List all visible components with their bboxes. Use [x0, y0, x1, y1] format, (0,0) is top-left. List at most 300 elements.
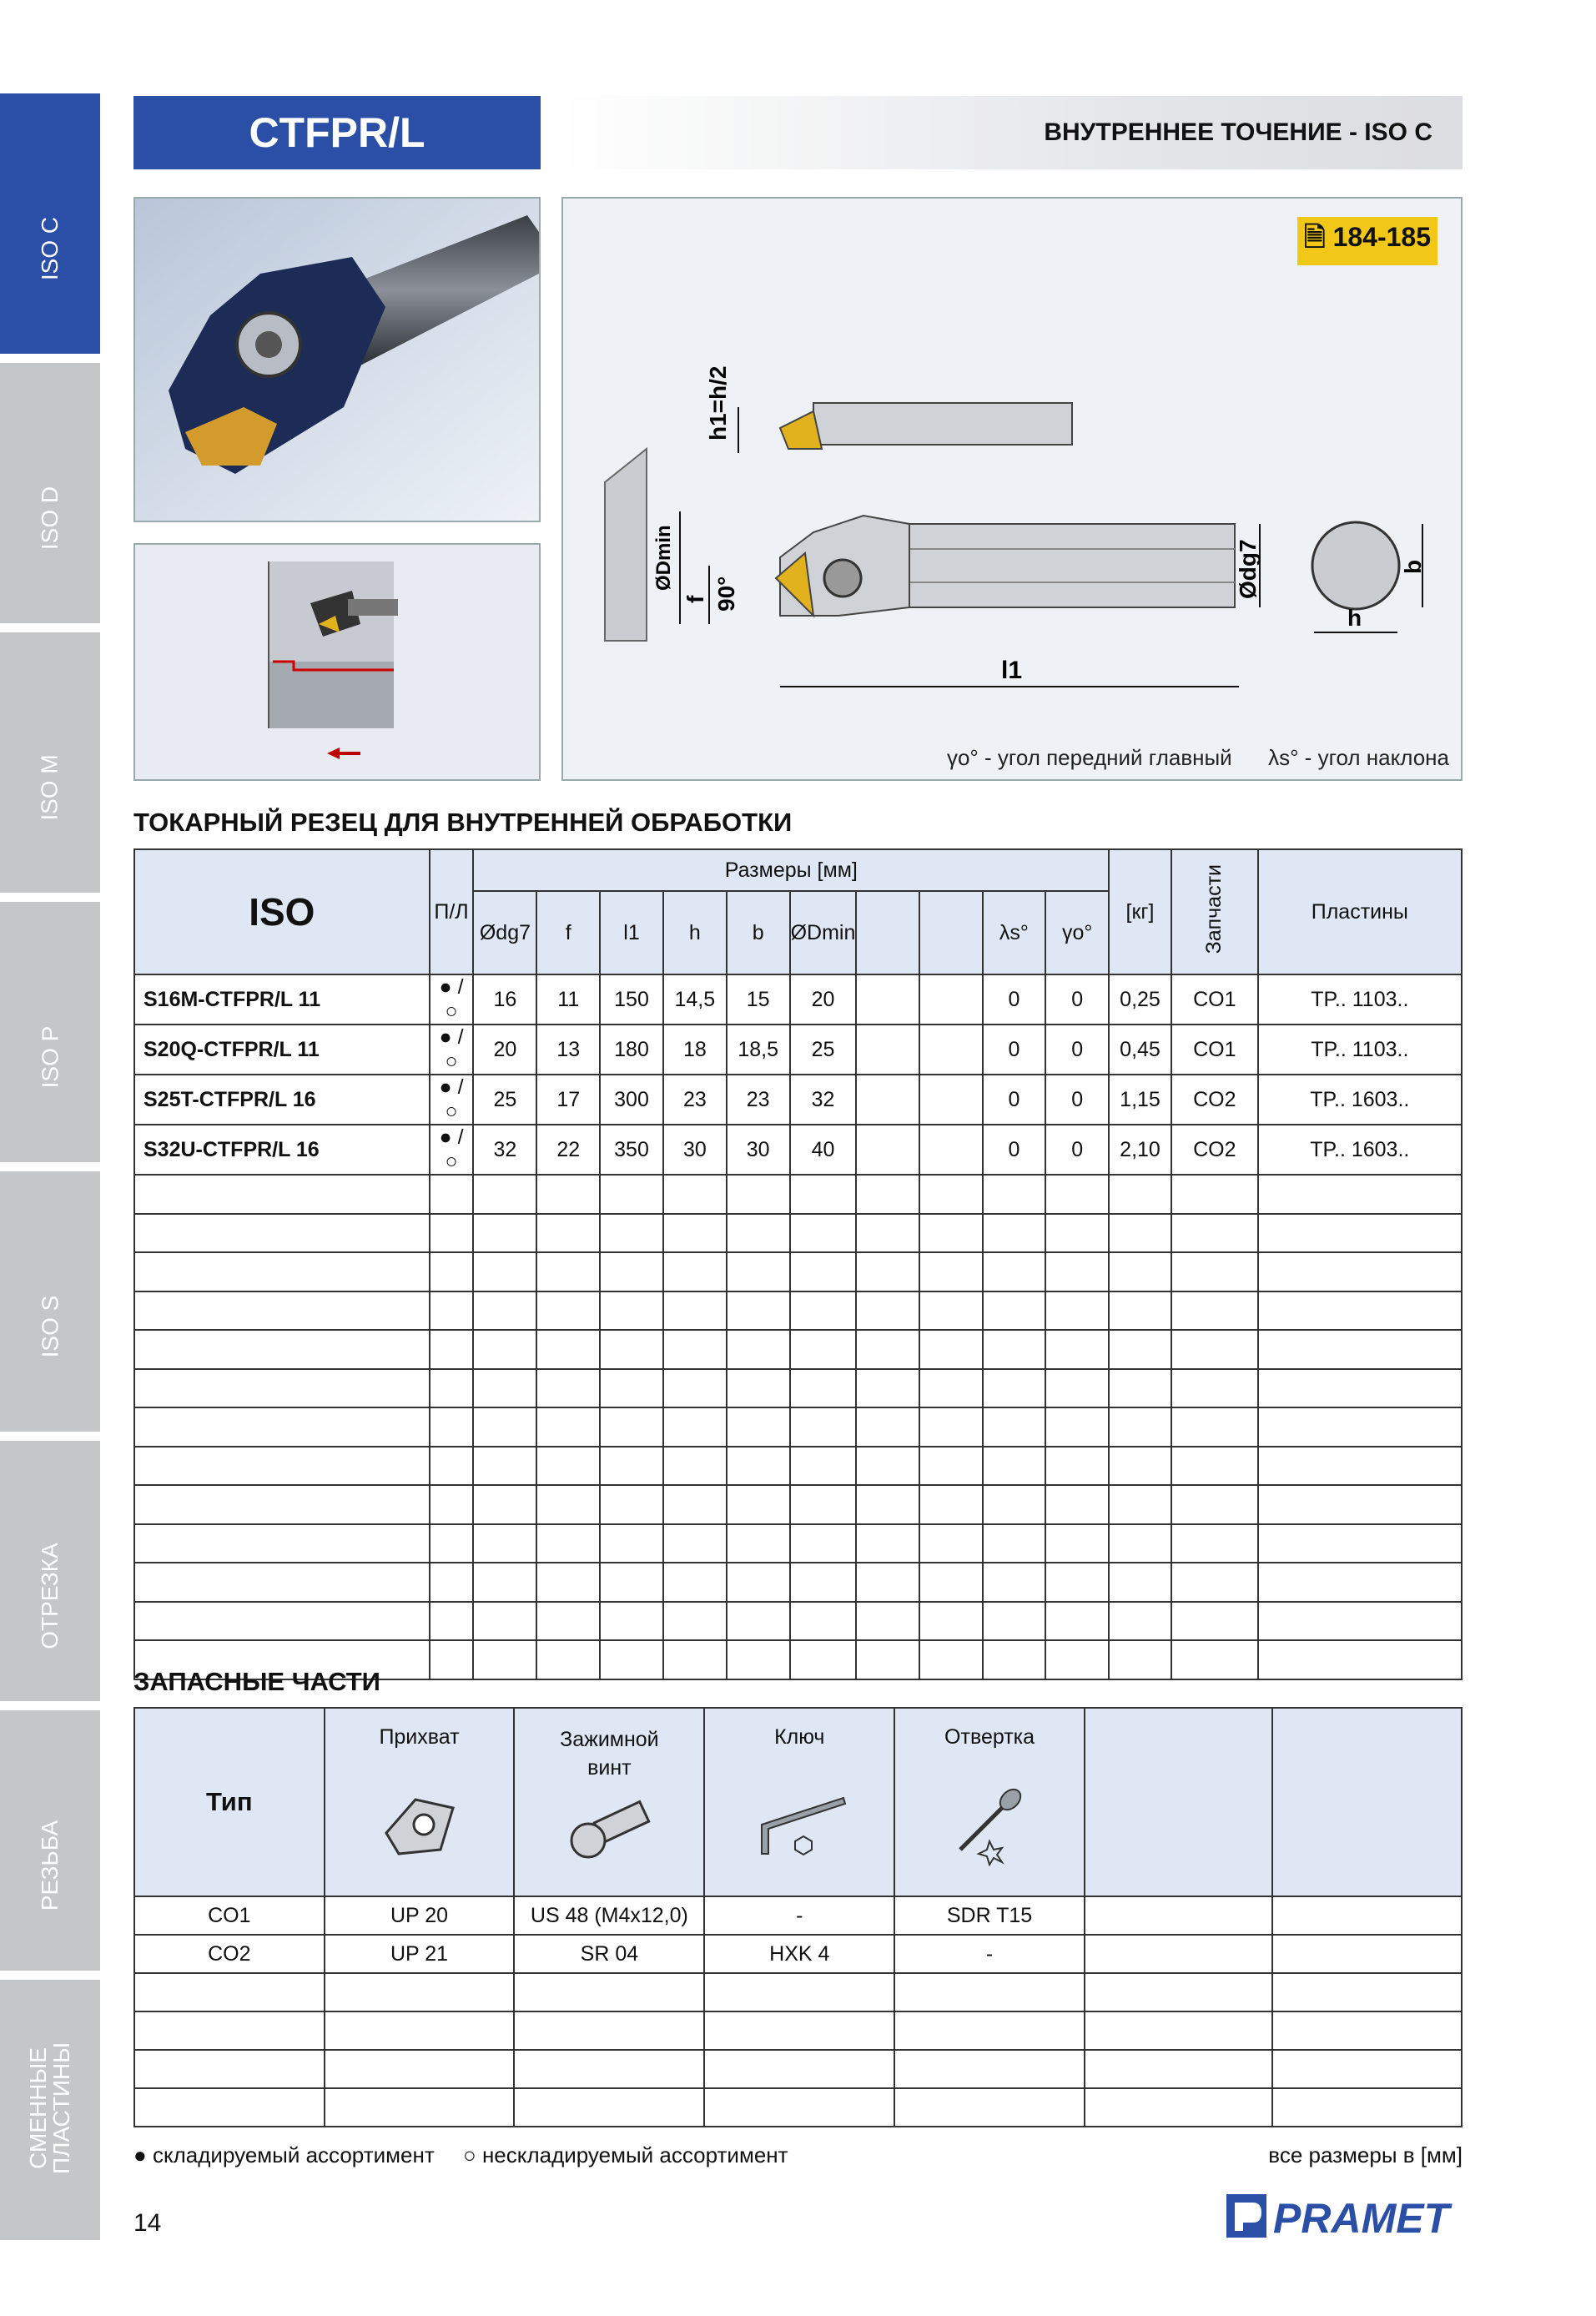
cell-e2: [919, 1075, 983, 1125]
cell-pl: [430, 1252, 474, 1291]
table-row: [134, 1175, 1462, 1214]
cell-e1: [856, 1563, 919, 1602]
side-tab-iso-d[interactable]: [0, 363, 100, 623]
cell-dmin: [790, 1369, 857, 1408]
cell-d: 25: [473, 1075, 536, 1125]
extra-header-2: [1272, 1708, 1462, 1896]
col-h: h: [663, 891, 727, 974]
spare-cell: [325, 2050, 515, 2088]
cell-spare: CO1: [1171, 974, 1258, 1025]
side-tab-inserts[interactable]: [0, 1980, 100, 2240]
spare-cell: -: [704, 1896, 894, 1935]
cell-dmin: [790, 1602, 857, 1641]
key-header-label: Ключ: [774, 1725, 825, 1749]
page-title: ВНУТРЕННЕЕ ТОЧЕНИЕ - ISO C: [561, 96, 1463, 169]
cell-pl: [430, 1175, 474, 1214]
cell-f: 13: [536, 1025, 600, 1075]
angle-label: 90°: [713, 576, 739, 612]
spare-cell: HXK 4: [704, 1935, 894, 1973]
cell-b: [727, 1447, 790, 1486]
cell-pl: ● / ○: [430, 1125, 474, 1175]
side-tab-iso-c[interactable]: [0, 93, 100, 354]
cell-spare: CO2: [1171, 1075, 1258, 1125]
cell-pl: ● / ○: [430, 1075, 474, 1125]
spare-cell: [894, 1973, 1085, 2011]
cell-b: [727, 1563, 790, 1602]
cell-ls: [983, 1407, 1046, 1447]
cell-e2: [919, 1125, 983, 1175]
table-row: [134, 1485, 1462, 1524]
cell-pl: ● / ○: [430, 974, 474, 1025]
cell-ls: [983, 1330, 1046, 1369]
cell-e1: [856, 1252, 919, 1291]
cell-kg: [1109, 1602, 1171, 1641]
spare-cell: [134, 2011, 325, 2050]
spare-cell: [1085, 2050, 1273, 2088]
cell-ls: 0: [983, 1075, 1046, 1125]
cell-spare: CO2: [1171, 1125, 1258, 1175]
filled-circle-icon: ●: [133, 2142, 147, 2167]
pramet-logo-mark: [1225, 2191, 1463, 2241]
spare-cell: [514, 2088, 704, 2127]
cell-f: 11: [536, 974, 600, 1025]
cell-b: 18,5: [727, 1025, 790, 1075]
cell-h: [663, 1369, 727, 1408]
cell-go: [1045, 1252, 1109, 1291]
cell-e2: [919, 974, 983, 1025]
gamma-legend: γo° - угол передний главный: [946, 745, 1232, 770]
side-tab-label: ISO M: [37, 754, 63, 821]
cell-e2: [919, 1640, 983, 1679]
product-code-header: CTFPR/L: [133, 96, 541, 169]
cell-d: [473, 1640, 536, 1679]
cell-spare: [1171, 1602, 1258, 1641]
spare-cell: [1272, 1896, 1462, 1935]
cell-e1: [856, 974, 919, 1025]
cell-pl: [430, 1524, 474, 1563]
spare-cell: [134, 2088, 325, 2127]
spare-cell: CO2: [134, 1935, 325, 1973]
spare-cell: UP 21: [325, 1935, 515, 1973]
cell-f: [536, 1524, 600, 1563]
cell-h: [663, 1485, 727, 1524]
cell-e1: [856, 1025, 919, 1075]
spare-cell: [325, 1973, 515, 2011]
process-sketch: [133, 543, 541, 781]
cell-insert: TP.. 1603..: [1258, 1075, 1462, 1125]
cell-b: [727, 1252, 790, 1291]
cell-insert: [1258, 1524, 1462, 1563]
cell-go: 0: [1045, 1125, 1109, 1175]
cell-pl: [430, 1214, 474, 1253]
cell-spare: [1171, 1175, 1258, 1214]
cell-f: [536, 1252, 600, 1291]
cell-dmin: [790, 1524, 857, 1563]
table-row: [134, 1407, 1462, 1447]
screw-header-label: Зажимной винт: [560, 1728, 659, 1780]
cell-d: [473, 1369, 536, 1408]
cell-kg: [1109, 1175, 1171, 1214]
cell-pl: [430, 1602, 474, 1641]
spare-cell: [134, 2050, 325, 2088]
cell-pl: [430, 1485, 474, 1524]
boring-bar-table: [133, 848, 1463, 1680]
cell-spare: [1171, 1485, 1258, 1524]
table-row: [134, 1935, 1462, 1973]
cell-spare: [1171, 1524, 1258, 1563]
cell-e2: [919, 1025, 983, 1075]
spare-cell: [134, 1973, 325, 2011]
cell-code: [134, 1175, 430, 1214]
side-tab-label: ОТРЕЗКА: [37, 1543, 63, 1649]
table-row: [134, 1252, 1462, 1291]
cell-go: [1045, 1447, 1109, 1486]
spare-cell: [1085, 2011, 1273, 2050]
cell-f: [536, 1485, 600, 1524]
cell-spare: [1171, 1291, 1258, 1331]
cell-spare: [1171, 1369, 1258, 1408]
cell-b: [727, 1524, 790, 1563]
spare-cell: [1272, 1935, 1462, 1973]
side-tab-cutoff[interactable]: [0, 1441, 100, 1701]
cell-pl: [430, 1369, 474, 1408]
cell-l1: [600, 1252, 663, 1291]
cell-code: [134, 1369, 430, 1408]
table-row: [134, 974, 1462, 1025]
hex-key-icon: [745, 1783, 853, 1866]
side-tab-label: СМЕННЫЕ ПЛАСТИНЫ: [25, 2042, 74, 2175]
spare-cell: US 48 (M4x12,0): [514, 1896, 704, 1935]
dimensions-header: Размеры [мм]: [473, 849, 1109, 891]
cell-go: [1045, 1524, 1109, 1563]
cell-e1: [856, 1524, 919, 1563]
cell-e2: [919, 1524, 983, 1563]
cell-dmin: [790, 1407, 857, 1447]
cell-e1: [856, 1214, 919, 1253]
cell-go: [1045, 1407, 1109, 1447]
side-tab-iso-p[interactable]: [0, 902, 100, 1162]
side-tab-label: ISO P: [36, 1025, 63, 1089]
b-label: b: [1400, 559, 1426, 574]
cell-dmin: 20: [790, 974, 857, 1025]
cell-insert: [1258, 1563, 1462, 1602]
cell-code: [134, 1252, 430, 1291]
cell-insert: [1258, 1602, 1462, 1641]
cell-code: [134, 1563, 430, 1602]
cell-d: [473, 1524, 536, 1563]
cell-f: [536, 1369, 600, 1408]
nonstocked-text: нескладируемый ассортимент: [481, 2142, 788, 2167]
cell-h: [663, 1214, 727, 1253]
spare-cell: [894, 2011, 1085, 2050]
cell-dmin: [790, 1175, 857, 1214]
cell-kg: [1109, 1369, 1171, 1408]
cell-pl: [430, 1640, 474, 1679]
cell-e2: [919, 1330, 983, 1369]
page-reference[interactable]: 🗎 184-185: [1297, 217, 1437, 265]
cell-ls: [983, 1447, 1046, 1486]
side-tab-threading[interactable]: [0, 1710, 100, 1971]
cell-code: S25T-CTFPR/L 16: [134, 1075, 430, 1125]
spare-cell: [325, 2011, 515, 2050]
cell-d: 32: [473, 1125, 536, 1175]
cell-e2: [919, 1175, 983, 1214]
tool-photo-image: [135, 199, 539, 521]
cell-kg: 0,45: [1109, 1025, 1171, 1075]
cell-insert: [1258, 1175, 1462, 1214]
cell-b: 30: [727, 1125, 790, 1175]
table-row: [134, 1602, 1462, 1641]
spare-cell: [704, 2050, 894, 2088]
cell-d: [473, 1602, 536, 1641]
col-f: f: [536, 891, 600, 974]
cell-b: 15: [727, 974, 790, 1025]
type-header: Тип: [134, 1708, 325, 1896]
cell-ls: [983, 1369, 1046, 1408]
cell-h: 23: [663, 1075, 727, 1125]
cell-e2: [919, 1485, 983, 1524]
screwdriver-header-label: Отвертка: [944, 1725, 1035, 1749]
spare-cell: [514, 1973, 704, 2011]
cell-f: 22: [536, 1125, 600, 1175]
spare-cell: [1085, 1973, 1273, 2011]
weight-header: [кг]: [1109, 849, 1171, 974]
side-tab-label: ISO D: [36, 486, 63, 551]
table-row: [134, 1291, 1462, 1331]
cell-f: [536, 1602, 600, 1641]
cell-h: [663, 1252, 727, 1291]
cell-l1: [600, 1640, 663, 1679]
cell-d: [473, 1447, 536, 1486]
cell-dmin: 40: [790, 1125, 857, 1175]
stocked-legend: [133, 2142, 435, 2168]
cell-dmin: [790, 1252, 857, 1291]
table-row: [134, 2088, 1462, 2127]
table-row: [134, 1524, 1462, 1563]
side-tab-label: ISO C: [36, 216, 63, 281]
cell-dmin: [790, 1563, 857, 1602]
cell-code: S16M-CTFPR/L 11: [134, 974, 430, 1025]
spare-cell: SR 04: [514, 1935, 704, 1973]
table-row: [134, 2050, 1462, 2088]
side-tab-iso-m[interactable]: [0, 632, 100, 893]
cell-kg: [1109, 1252, 1171, 1291]
cell-spare: [1171, 1640, 1258, 1679]
clamp-icon: [374, 1783, 466, 1866]
cell-l1: [600, 1524, 663, 1563]
cell-ls: [983, 1640, 1046, 1679]
col-gamma: γo°: [1045, 891, 1109, 974]
cell-insert: [1258, 1330, 1462, 1369]
section-title-spare-parts: ЗАПАСНЫЕ ЧАСТИ: [133, 1667, 380, 1696]
cell-f: [536, 1563, 600, 1602]
technical-drawing: [561, 197, 1463, 781]
spare-cell: [894, 2050, 1085, 2088]
spare-cell: [1272, 1973, 1462, 2011]
tool-dimension-drawing: [563, 199, 1461, 733]
cell-d: [473, 1252, 536, 1291]
col-dg7: Ødg7: [473, 891, 536, 974]
cell-e2: [919, 1602, 983, 1641]
cell-l1: [600, 1602, 663, 1641]
side-tab-label: ISO S: [36, 1295, 63, 1358]
cell-code: S32U-CTFPR/L 16: [134, 1125, 430, 1175]
cell-kg: [1109, 1563, 1171, 1602]
spare-cell: [1085, 1896, 1273, 1935]
f-label: f: [682, 595, 708, 603]
cell-h: 18: [663, 1025, 727, 1075]
cell-code: [134, 1407, 430, 1447]
cell-code: [134, 1524, 430, 1563]
cell-b: [727, 1214, 790, 1253]
spare-cell: [1272, 2050, 1462, 2088]
cell-code: [134, 1291, 430, 1331]
cell-f: 17: [536, 1075, 600, 1125]
cell-f: [536, 1447, 600, 1486]
page-number: 14: [133, 2209, 162, 2237]
cell-e1: [856, 1175, 919, 1214]
cell-spare: CO1: [1171, 1025, 1258, 1075]
cell-l1: [600, 1330, 663, 1369]
cell-e1: [856, 1330, 919, 1369]
cell-h: [663, 1640, 727, 1679]
cell-b: [727, 1407, 790, 1447]
cell-ls: [983, 1524, 1046, 1563]
cell-e1: [856, 1640, 919, 1679]
table-row: [134, 1330, 1462, 1369]
side-tabs: [0, 93, 100, 2249]
l1-label: l1: [1001, 657, 1023, 684]
cell-spare: [1171, 1252, 1258, 1291]
cell-d: 16: [473, 974, 536, 1025]
cell-insert: TP.. 1103..: [1258, 974, 1462, 1025]
cell-f: [536, 1640, 600, 1679]
cell-e1: [856, 1075, 919, 1125]
cell-go: [1045, 1640, 1109, 1679]
cell-e1: [856, 1485, 919, 1524]
cell-dmin: [790, 1214, 857, 1253]
cell-h: [663, 1447, 727, 1486]
cell-l1: 300: [600, 1075, 663, 1125]
pramet-logo: [1225, 2191, 1463, 2241]
spare-cell: [704, 2088, 894, 2127]
cell-h: [663, 1330, 727, 1369]
cell-kg: [1109, 1485, 1171, 1524]
cell-ls: [983, 1563, 1046, 1602]
screw-header: [514, 1708, 704, 1896]
cell-go: [1045, 1602, 1109, 1641]
iso-header: ISO: [134, 849, 430, 974]
cell-go: [1045, 1291, 1109, 1331]
cell-h: [663, 1524, 727, 1563]
cell-spare: [1171, 1447, 1258, 1486]
cell-e2: [919, 1252, 983, 1291]
cell-d: [473, 1214, 536, 1253]
cell-dmin: [790, 1330, 857, 1369]
cell-ls: 0: [983, 1025, 1046, 1075]
col-l1: l1: [600, 891, 663, 974]
spare-cell: [325, 2088, 515, 2127]
cell-code: [134, 1447, 430, 1486]
cell-dmin: [790, 1485, 857, 1524]
col-dmin: ØDmin: [790, 891, 857, 974]
cell-insert: [1258, 1252, 1462, 1291]
spare-cell: [1085, 2088, 1273, 2127]
cell-pl: [430, 1563, 474, 1602]
cell-go: 0: [1045, 974, 1109, 1025]
cell-l1: 150: [600, 974, 663, 1025]
open-circle-icon: ○: [463, 2142, 476, 2167]
cell-go: [1045, 1485, 1109, 1524]
screw-icon: [563, 1790, 655, 1865]
cell-pl: [430, 1447, 474, 1486]
dmin-label: ØDmin: [652, 525, 675, 591]
cell-code: [134, 1330, 430, 1369]
angle-legend: [947, 745, 1449, 771]
col-empty-2: [919, 891, 983, 974]
cell-insert: [1258, 1291, 1462, 1331]
cell-e2: [919, 1369, 983, 1408]
cell-kg: [1109, 1407, 1171, 1447]
brand-text: PRAMET: [1273, 2195, 1450, 2241]
cell-h: 30: [663, 1125, 727, 1175]
cell-kg: 0,25: [1109, 974, 1171, 1025]
cell-e2: [919, 1563, 983, 1602]
table-row: [134, 1447, 1462, 1486]
cell-d: [473, 1485, 536, 1524]
cell-e1: [856, 1602, 919, 1641]
screwdriver-icon: [944, 1783, 1035, 1866]
spare-cell: [1272, 2011, 1462, 2050]
cell-pl: [430, 1291, 474, 1331]
spare-parts-rows: [134, 1896, 1462, 2127]
cell-d: [473, 1563, 536, 1602]
table-row: [134, 1973, 1462, 2011]
inserts-header: Пластины: [1258, 849, 1462, 974]
cell-kg: 2,10: [1109, 1125, 1171, 1175]
units-note: все размеры в [мм]: [1268, 2142, 1463, 2167]
cell-f: [536, 1175, 600, 1214]
side-tab-iso-s[interactable]: [0, 1171, 100, 1432]
product-photo: [133, 197, 541, 522]
cell-d: [473, 1175, 536, 1214]
cell-pl: ● / ○: [430, 1025, 474, 1075]
cell-f: [536, 1407, 600, 1447]
cell-kg: [1109, 1291, 1171, 1331]
table-row: [134, 1125, 1462, 1175]
cell-d: [473, 1291, 536, 1331]
spare-cell: [894, 2088, 1085, 2127]
cell-l1: [600, 1214, 663, 1253]
cell-e1: [856, 1447, 919, 1486]
spare-cell: [1272, 2088, 1462, 2127]
cell-code: [134, 1485, 430, 1524]
table-row: [134, 1896, 1462, 1935]
cell-insert: [1258, 1407, 1462, 1447]
cell-l1: [600, 1407, 663, 1447]
cell-insert: [1258, 1485, 1462, 1524]
spare-cell: [704, 1973, 894, 2011]
col-lambda: λs°: [983, 891, 1046, 974]
cell-e1: [856, 1369, 919, 1408]
cell-e1: [856, 1407, 919, 1447]
cell-kg: [1109, 1214, 1171, 1253]
cell-ls: [983, 1602, 1046, 1641]
spare-cell: [514, 2050, 704, 2088]
section-title-boring-bars: ТОКАРНЫЙ РЕЗЕЦ ДЛЯ ВНУТРЕННЕЙ ОБРАБОТКИ: [133, 808, 793, 837]
side-tab-label: РЕЗЬБА: [37, 1820, 63, 1911]
cell-go: 0: [1045, 1075, 1109, 1125]
